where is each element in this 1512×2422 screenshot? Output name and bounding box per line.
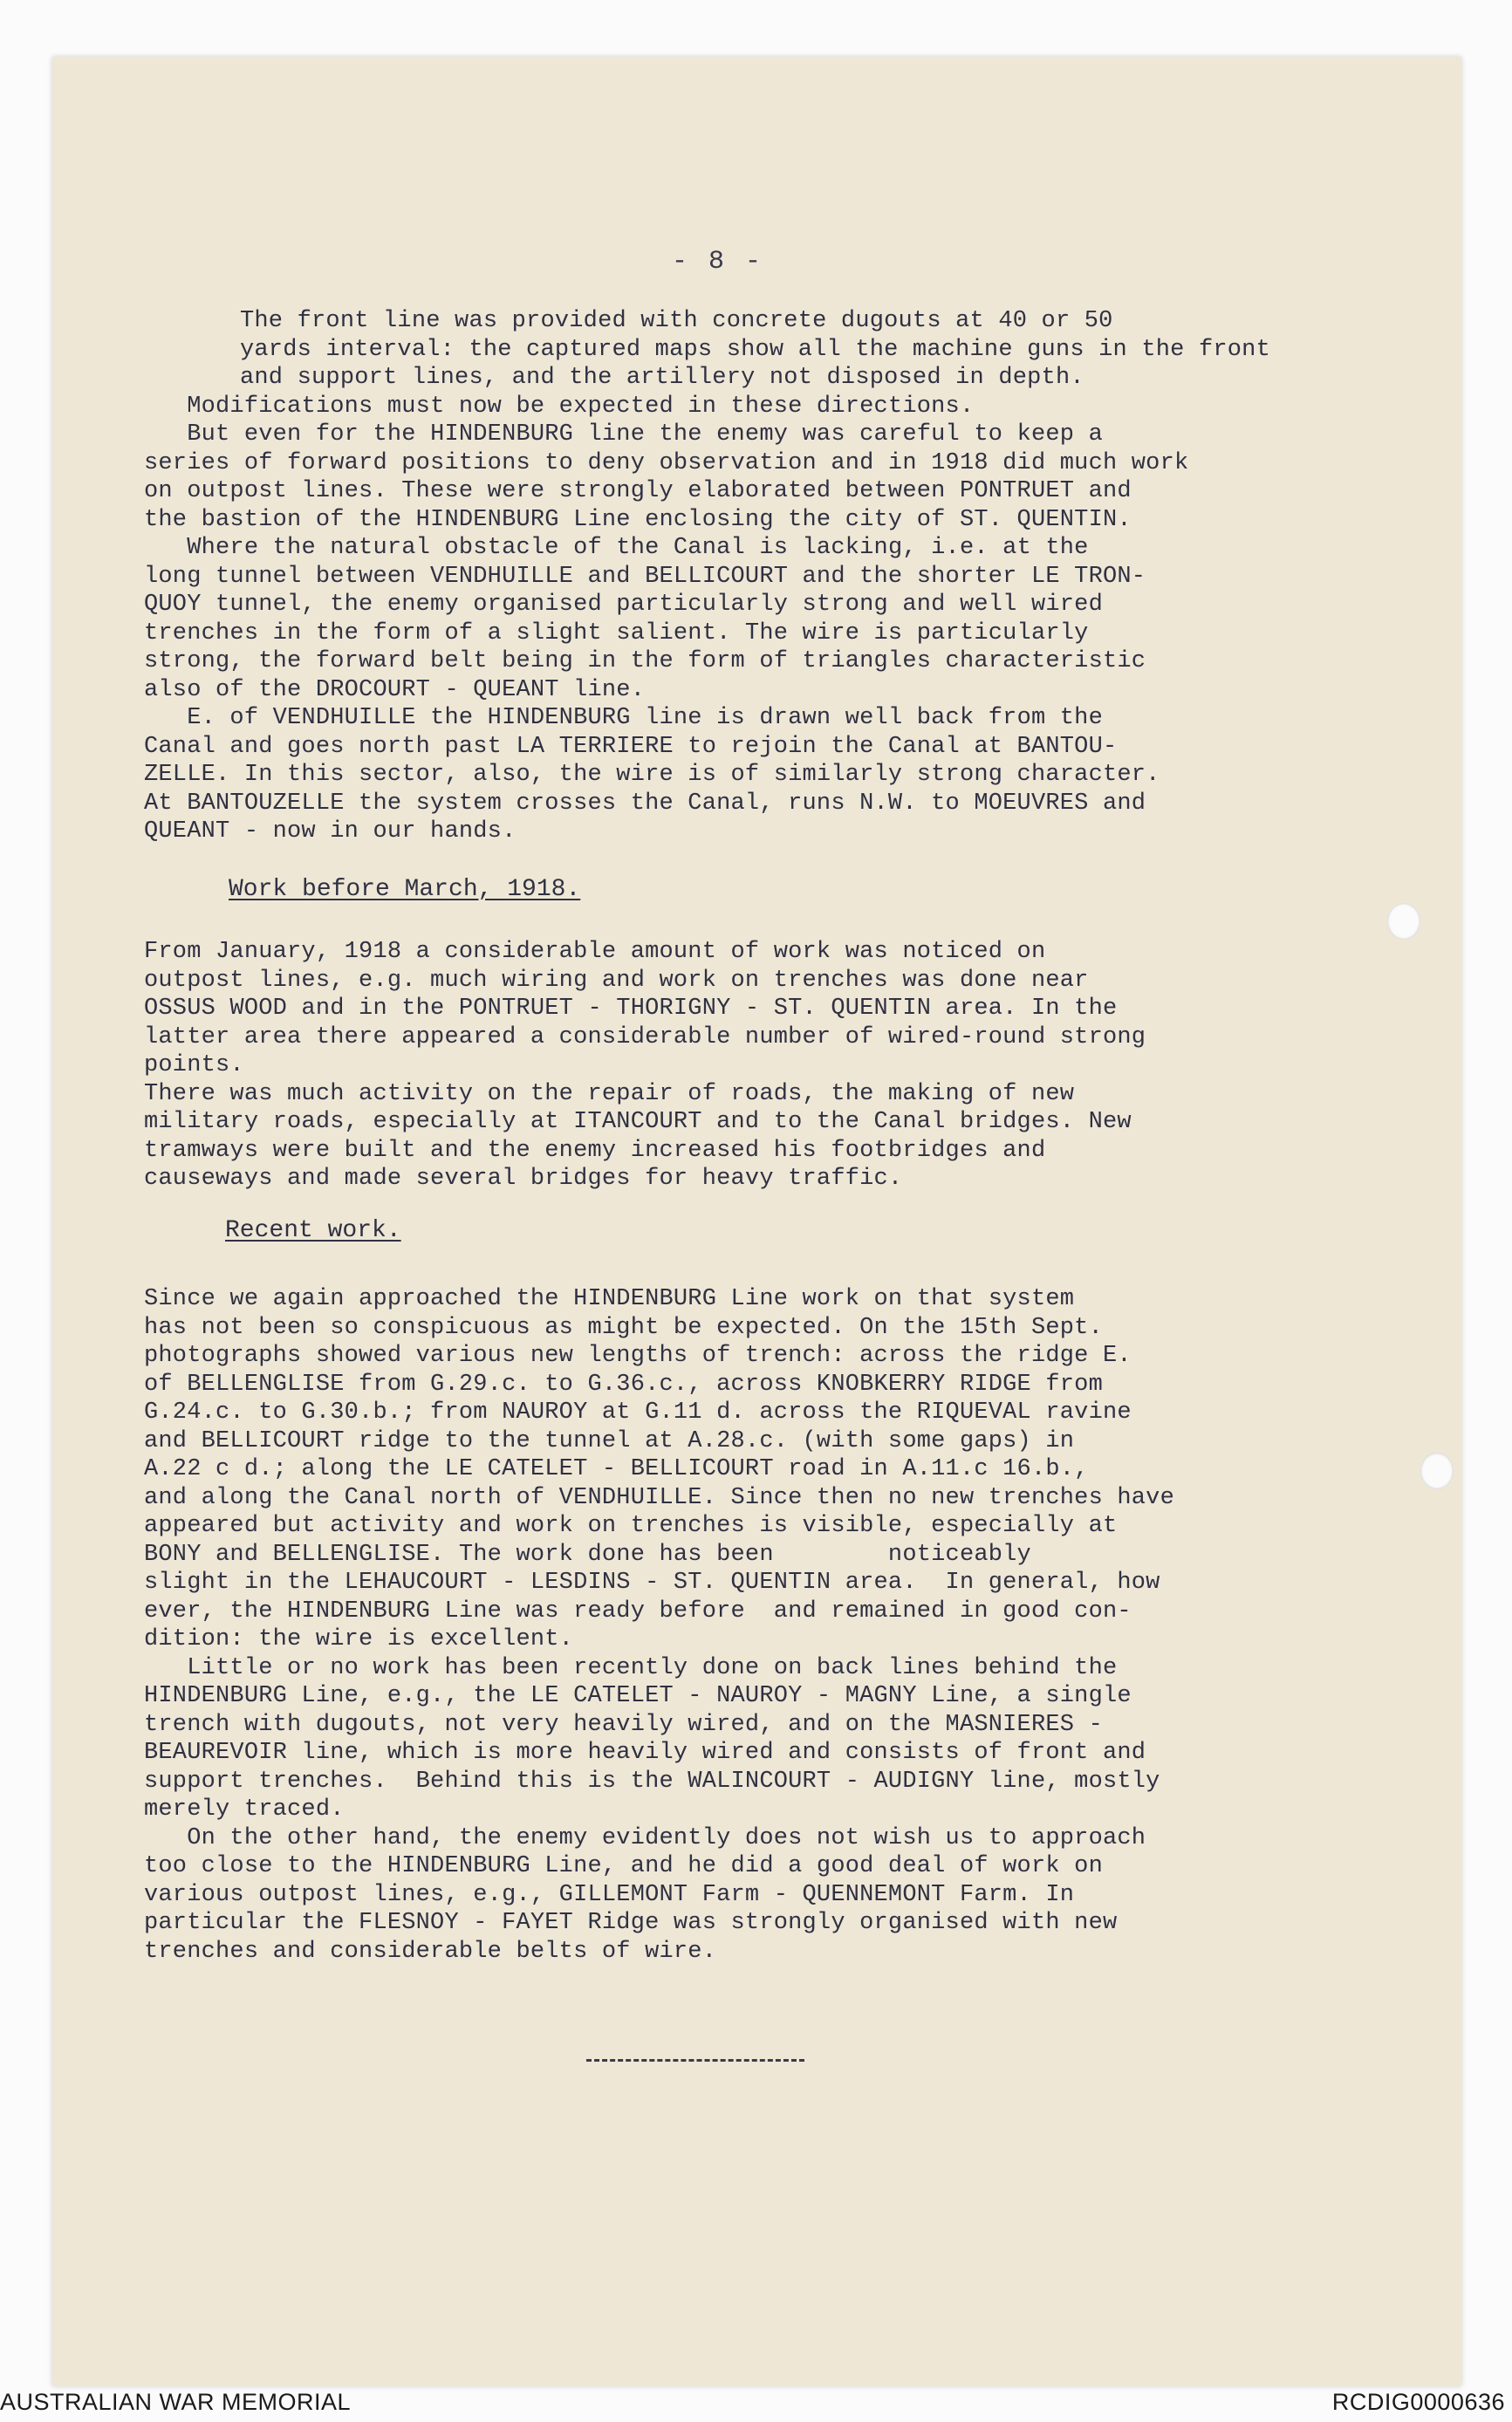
paragraph: Since we again approached the HINDENBURG Line work on that system has not been so conspicuous as might be expected. On the 15th Sept. photographs showed various new lengths of trench: across the ridge E. of BELLENGLISE from G.29.c. to G.36.c., across KNOBKERRY RIDGE from G.24.c. to G.30.b.; from NAUROY at G.11 d. across the RIQUEVAL ravine and BELLICOURT ridge to the tunnel at A.28.c. (with some gaps) in A.22 c d.; along the LE CATELET - BELLICOURT road in A.11.c 16.b., and along the Canal north of VENDHUILLE. Since then no new trenches have appeared but activity and work on trenches is visible, especially at BONY and BELLENGLISE. The work done has been noticeably slight in the LEHAUCOURT - LESDINS - ST. QUENTIN area. In general, how ever, the HINDENBURG Line was ready before and remained in good con- dition: the wire is excellent.	[144, 1286, 1174, 1652]
paragraph: But even for the HINDENBURG line the enemy was careful to keep a series of forward positions to deny observation and in 1918 did much work on outpost lines. These were strongly elaborated between PONTRUET and the bastion of the HINDENBURG Line enclosing the city of ST. QUENTIN.	[144, 421, 1189, 533]
section-heading: Recent work.	[225, 1217, 401, 1244]
footer-record-id: RCDIG0000636	[1331, 2389, 1505, 2415]
paragraph: The front line was provided with concrete dugouts at 40 or 50 yards interval: the captured maps show all the machine guns in the front and support lines, and the artillery not disposed in depth.	[240, 308, 1270, 391]
paragraph: E. of VENDHUILLE the HINDENBURG line is drawn well back from the Canal and goes north past LA TERRIERE to rejoin the Canal at BANTOU- ZELLE. In this sector, also, the wire is of similarly strong character.	[144, 705, 1160, 788]
paragraph: At BANTOUZELLE the system crosses the Canal, runs N.W. to MOEUVRES and QUEANT - now in our hands.	[144, 790, 1146, 845]
punch-hole	[1387, 903, 1420, 940]
paragraph: On the other hand, the enemy evidently does not wish us to approach too close to the HINDENBURG Line, and he did a good deal of work on various outpost lines, e.g., GILLEMONT Farm - QUENNEMONT Farm. In particular the FLESNOY - FAYET Ridge was strongly organised with new trenches and considerable belts of wire.	[144, 1824, 1146, 1965]
section-heading: Work before March, 1918.	[229, 876, 581, 903]
page-number: - 8 -	[672, 247, 764, 277]
section-work-before-march	[144, 938, 1426, 1194]
paragraph: Where the natural obstacle of the Canal is lacking, i.e. at the long tunnel between VENDHUILLE and BELLICOURT and the shorter LE TRON- QUOY tunnel, the enemy organised particularly strong and well wired trenches in the form of a slight salient. The wire is particularly strong, the forward belt being in the form of triangles characteristic also of the DROCOURT - QUEANT line.	[144, 535, 1146, 703]
section-recent-work	[144, 1285, 1426, 1966]
closing-dashed-rule	[586, 2059, 804, 2062]
paragraph: Modifications must now be expected in these directions.	[144, 393, 975, 420]
paragraph: Little or no work has been recently done on back lines behind the HINDENBURG Line, e.g., the LE CATELET - NAUROY - MAGNY Line, a single trench with dugouts, not very heavily wired, and on the MASNIERES - BEAUREVOIR line, which is more heavily wired and consists of front and support trenches. Behind this is the WALINCOURT - AUDIGNY line, mostly merely traced.	[144, 1654, 1160, 1823]
paragraph: There was much activity on the repair of roads, the making of new military roads, especially at ITANCOURT and to the Canal bridges. New tramways were built and the enemy increased his footbridges and causeways and made several bridges for heavy traffic.	[144, 1080, 1132, 1192]
paragraph: From January, 1918 a considerable amount of work was noticed on outpost lines, e.g. much wiring and work on trenches was done near OSSUS WOOD and in the PONTRUET - THORIGNY - ST. QUENTIN area. In the latter area there appeared a considerable number of wired-round strong points.	[144, 939, 1146, 1078]
footer-institution: AUSTRALIAN WAR MEMORIAL	[0, 2389, 352, 2415]
section-intro	[144, 307, 1426, 846]
